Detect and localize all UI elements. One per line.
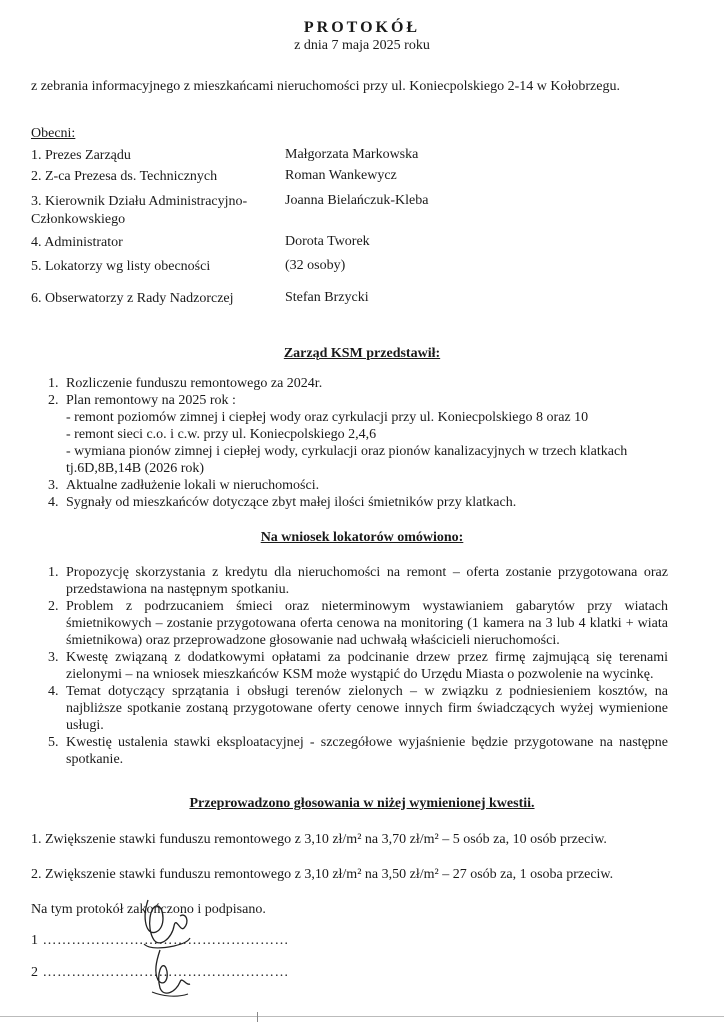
list-subitem: - remont poziomów zimnej i ciepłej wody oraz cyrkulacji przy ul. Koniecpolskiego 8 oraz 10 <box>66 410 589 425</box>
document-date: z dnia 7 maja 2025 roku <box>294 38 430 53</box>
attendee-role: 3. Kierownik Działu Administracyjno-Członkowskiego <box>31 194 248 227</box>
list-item-text: Propozycję skorzystania z kredytu dla nieruchomości na remont – oferta zostanie przygotowana oraz przedstawiona na następnym spotkaniu. <box>66 565 668 597</box>
list-item-number: 3. <box>48 478 59 493</box>
list-item-number: 1. <box>48 376 59 391</box>
list-item-number: 4. <box>48 684 59 699</box>
list-item-number: 2. <box>48 599 59 614</box>
vote-result: 2. Zwiększenie stawki funduszu remontowego z 3,10 zł/m² na 3,50 zł/m² – 27 osób za, 1 osoba przeciw. <box>31 867 614 882</box>
list-item <box>48 683 668 734</box>
list-subitem: - remont sieci c.o. i c.w. przy ul. Koniecpolskiego 2,4,6 <box>66 427 377 442</box>
handwritten-signature <box>120 888 210 1008</box>
attendee-name: Stefan Brzycki <box>285 290 369 305</box>
list-item-text: Kwestę związaną z dodatkowymi opłatami za podcinanie drzew przez firmę zajmującą się terenami zielonymi – na wniosek mieszkańców KSM może wystąpić do Urzędu Miasta o pozwolenie na wycinkę. <box>66 650 668 682</box>
section-heading-presented: Zarząd KSM przedstawił: <box>283 346 441 361</box>
list-item <box>48 598 668 649</box>
list-item-number: 2. <box>48 393 59 408</box>
list-item-text: Sygnały od mieszkańców dotyczące zbyt małej ilości śmietników przy klatkach. <box>66 495 517 510</box>
attendance-heading: Obecni: <box>31 126 76 141</box>
attendee-role: 6. Obserwatorzy z Rady Nadzorczej <box>31 291 234 306</box>
attendee-role: 1. Prezes Zarządu <box>31 148 131 163</box>
document-title: PROTOKÓŁ <box>303 19 421 36</box>
attendee-role: 4. Administrator <box>31 235 123 250</box>
vote-result: 1. Zwiększenie stawki funduszu remontowego z 3,10 zł/m² na 3,70 zł/m² – 5 osób za, 10 osób przeciw. <box>31 832 607 847</box>
list-item-number: 1. <box>48 565 59 580</box>
list-item <box>48 734 668 768</box>
discussed-list <box>48 564 668 768</box>
attendee-role: 2. Z-ca Prezesa ds. Technicznych <box>31 169 218 184</box>
attendee-name: Joanna Bielańczuk-Kleba <box>285 193 429 208</box>
signature-line: 1 …………………………………………… <box>31 933 289 948</box>
section-heading-discussed: Na wniosek lokatorów omówiono: <box>260 530 464 545</box>
list-item-text: Problem z podrzucaniem śmieci oraz nieterminowym wystawianiem gabarytów przy wiatach śmietnikowych – zostanie przygotowana oferta cenowa na monitoring (1 kamera na 3 lub 4 klatki + wiata śmietnikowa) oraz przeprowadzone głosowanie nad uchwałą właścicieli nieruchomości. <box>66 599 668 648</box>
list-item-text: Rozliczenie funduszu remontowego za 2024r. <box>66 376 323 391</box>
page-bottom-edge <box>0 1016 724 1017</box>
list-item <box>48 392 676 477</box>
intro-paragraph: z zebrania informacyjnego z mieszkańcami nieruchomości przy ul. Koniecpolskiego 2-14 w Kołobrzegu. <box>31 79 620 94</box>
list-item <box>48 375 676 392</box>
list-subitem: - wymiana pionów zimnej i ciepłej wody, cyrkulacji oraz pionów kanalizacyjnych w trzech klatkach tj.6D,8B,14B (2026 rok) <box>66 444 628 476</box>
list-item <box>48 564 668 598</box>
list-item-number: 3. <box>48 650 59 665</box>
list-item-text: Kwestię ustalenia stawki eksploatacyjnej - szczegółowe wyjaśnienie będzie przygotowane na następne spotkanie. <box>66 735 668 767</box>
list-item-number: 5. <box>48 735 59 750</box>
closing-statement: Na tym protokół zakończono i podpisano. <box>31 902 266 917</box>
list-item <box>48 649 668 683</box>
presented-list <box>48 375 676 511</box>
list-item <box>48 477 676 494</box>
list-item-number: 4. <box>48 495 59 510</box>
list-item-text: Plan remontowy na 2025 rok : <box>66 393 236 408</box>
attendee-name: Roman Wankewycz <box>285 168 397 183</box>
attendee-name: (32 osoby) <box>285 258 346 273</box>
page-fold-mark <box>257 1012 258 1022</box>
list-item <box>48 494 676 511</box>
attendee-role: 5. Lokatorzy wg listy obecności <box>31 259 211 274</box>
list-item-text: Aktualne zadłużenie lokali w nieruchomości. <box>66 478 320 493</box>
section-heading-votes: Przeprowadzono głosowania w niżej wymienionej kwestii. <box>189 796 535 811</box>
signature-line: 2 …………………………………………… <box>31 965 289 980</box>
attendee-name: Małgorzata Markowska <box>285 147 419 162</box>
list-item-text: Temat dotyczący sprzątania i obsługi terenów zielonych – w związku z podniesieniem kosztów, na najbliższe spotkanie zostaną przygotowane oferty cenowe innych firm świadczących wyżej wymienione usługi. <box>66 684 668 733</box>
attendee-name: Dorota Tworek <box>285 234 370 249</box>
